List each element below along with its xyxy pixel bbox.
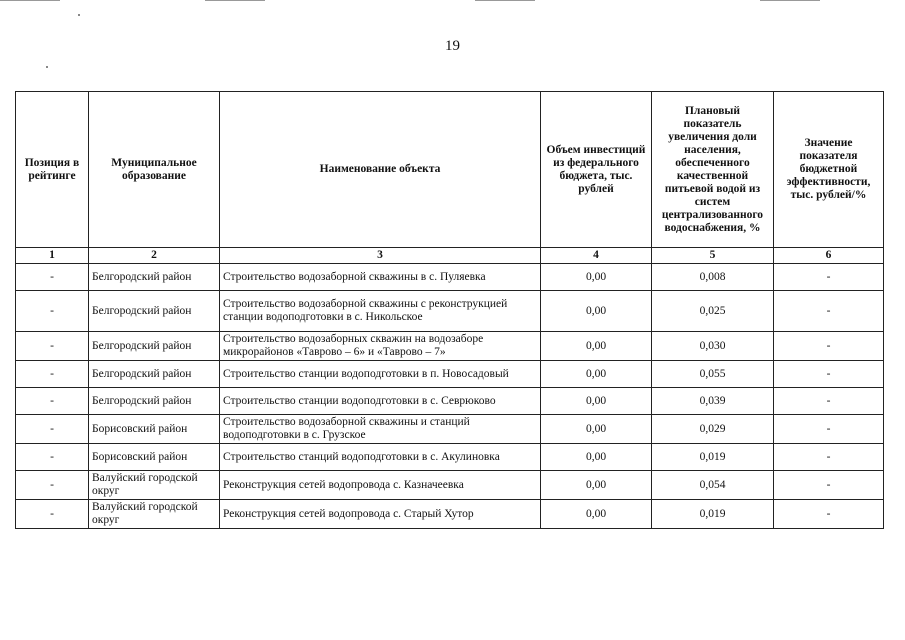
column-number: 2 (89, 248, 220, 264)
column-number: 5 (652, 248, 774, 264)
cell-municipality: Белгородский район (89, 388, 220, 415)
table-row (16, 471, 884, 500)
investment-table (15, 91, 884, 529)
scan-edge-line (760, 0, 820, 1)
cell-investment: 0,00 (541, 361, 652, 388)
scan-speck (46, 66, 48, 68)
cell-investment: 0,00 (541, 264, 652, 291)
column-number-row (16, 248, 884, 264)
cell-municipality: Белгородский район (89, 361, 220, 388)
cell-share: 0,019 (652, 500, 774, 529)
table-row (16, 444, 884, 471)
cell-position: - (16, 471, 89, 500)
header-share: Плановый показатель увеличения доли населения, обеспеченного качественной питьевой водой из систем централизованного водоснабжения, % (652, 92, 774, 248)
cell-efficiency: - (774, 388, 884, 415)
cell-share: 0,008 (652, 264, 774, 291)
cell-share: 0,019 (652, 444, 774, 471)
header-municipality: Муниципальное образование (89, 92, 220, 248)
cell-municipality: Валуйский городской округ (89, 471, 220, 500)
table-row (16, 415, 884, 444)
cell-efficiency: - (774, 291, 884, 332)
cell-share: 0,025 (652, 291, 774, 332)
scan-edge-line (205, 0, 265, 1)
table-row (16, 332, 884, 361)
scan-speck (78, 14, 80, 16)
header-row (16, 92, 884, 248)
cell-efficiency: - (774, 500, 884, 529)
column-number: 1 (16, 248, 89, 264)
cell-share: 0,030 (652, 332, 774, 361)
cell-share: 0,029 (652, 415, 774, 444)
cell-investment: 0,00 (541, 444, 652, 471)
cell-efficiency: - (774, 444, 884, 471)
header-object: Наименование объекта (220, 92, 541, 248)
cell-position: - (16, 361, 89, 388)
cell-investment: 0,00 (541, 500, 652, 529)
scan-edge-line (475, 0, 535, 1)
cell-position: - (16, 264, 89, 291)
cell-object: Строительство водозаборной скважины и станций водоподготовки в с. Грузское (220, 415, 541, 444)
table-row (16, 291, 884, 332)
cell-position: - (16, 388, 89, 415)
table-row (16, 500, 884, 529)
table-row (16, 388, 884, 415)
cell-share: 0,054 (652, 471, 774, 500)
column-number: 4 (541, 248, 652, 264)
cell-municipality: Белгородский район (89, 332, 220, 361)
header-position: Позиция в рейтинге (16, 92, 89, 248)
cell-share: 0,039 (652, 388, 774, 415)
header-investment: Объем инвестиций из федерального бюджета, тыс. рублей (541, 92, 652, 248)
column-number: 6 (774, 248, 884, 264)
cell-object: Строительство водозаборной скважины в с. Пуляевка (220, 264, 541, 291)
cell-investment: 0,00 (541, 415, 652, 444)
cell-efficiency: - (774, 332, 884, 361)
header-efficiency: Значение показателя бюджетной эффективности, тыс. рублей/% (774, 92, 884, 248)
cell-municipality: Белгородский район (89, 264, 220, 291)
cell-municipality: Белгородский район (89, 291, 220, 332)
cell-municipality: Валуйский городской округ (89, 500, 220, 529)
cell-efficiency: - (774, 264, 884, 291)
cell-object: Реконструкция сетей водопровода с. Старый Хутор (220, 500, 541, 529)
table-row (16, 264, 884, 291)
cell-position: - (16, 291, 89, 332)
cell-object: Строительство станции водоподготовки в с. Севрюково (220, 388, 541, 415)
column-number: 3 (220, 248, 541, 264)
cell-investment: 0,00 (541, 332, 652, 361)
cell-position: - (16, 500, 89, 529)
cell-object: Реконструкция сетей водопровода с. Казначеевка (220, 471, 541, 500)
cell-investment: 0,00 (541, 388, 652, 415)
cell-position: - (16, 332, 89, 361)
cell-efficiency: - (774, 361, 884, 388)
cell-object: Строительство водозаборной скважины с реконструкцией станции водоподготовки в с. Никольское (220, 291, 541, 332)
scan-edge-line (0, 0, 60, 1)
cell-efficiency: - (774, 415, 884, 444)
cell-object: Строительство станций водоподготовки в с. Акулиновка (220, 444, 541, 471)
cell-position: - (16, 415, 89, 444)
table-row (16, 361, 884, 388)
cell-municipality: Борисовский район (89, 444, 220, 471)
cell-position: - (16, 444, 89, 471)
cell-efficiency: - (774, 471, 884, 500)
cell-share: 0,055 (652, 361, 774, 388)
cell-municipality: Борисовский район (89, 415, 220, 444)
cell-object: Строительство станции водоподготовки в п. Новосадовый (220, 361, 541, 388)
page-number: 19 (445, 38, 460, 54)
cell-investment: 0,00 (541, 291, 652, 332)
cell-object: Строительство водозаборных скважин на водозаборе микрорайонов «Таврово – 6» и «Таврово – 7» (220, 332, 541, 361)
cell-investment: 0,00 (541, 471, 652, 500)
